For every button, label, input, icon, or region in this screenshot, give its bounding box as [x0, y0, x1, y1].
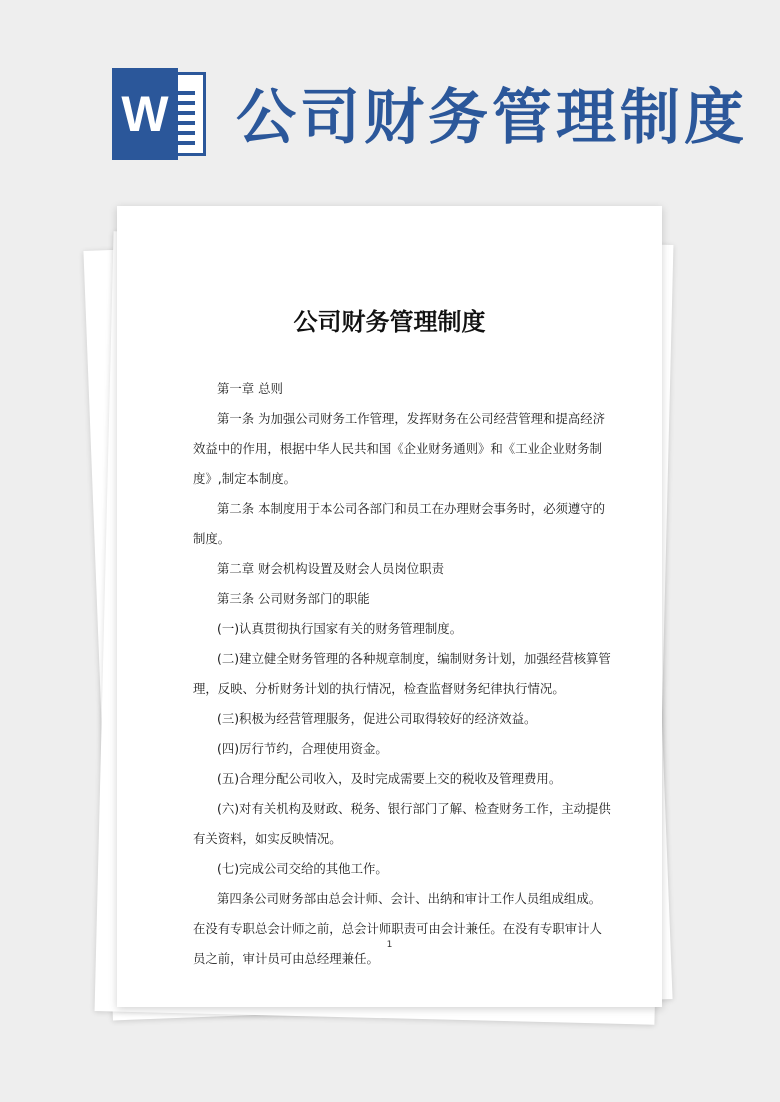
document-body: [193, 374, 613, 974]
paragraph-text: 第三条 公司财务部门的职能: [217, 591, 370, 606]
paragraph: [193, 644, 613, 704]
paragraph-text: (一)认真贯彻执行国家有关的财务管理制度。: [217, 621, 463, 636]
paragraph: [193, 764, 613, 794]
paragraph-text: 第四条公司财务部由总会计师、会计、出纳和审计工作人员组成组成。在没有专职总会计师之前，总会计师职责可由会计兼任。在没有专职审计人员之前，审计员可由总经理兼任。: [193, 891, 602, 966]
word-icon: [112, 68, 208, 160]
document-page: [117, 206, 662, 1007]
paragraph-text: (六)对有关机构及财政、税务、银行部门了解、检查财务工作，主动提供有关资料，如实反映情况。: [193, 801, 611, 846]
document-title: 公司财务管理制度: [293, 308, 486, 336]
header: [0, 0, 780, 175]
paragraph: [193, 554, 613, 584]
paragraph: [193, 494, 613, 554]
paragraph-text: 第一条 为加强公司财务工作管理，发挥财务在公司经营管理和提高经济效益中的作用，根据中华人民共和国《企业财务通则》和《工业企业财务制度》,制定本制度。: [193, 411, 606, 486]
header-title: 公司财务管理制度: [236, 83, 748, 153]
paragraph: [193, 794, 613, 854]
paragraph-text: 第一章 总则: [217, 381, 283, 396]
paragraph: [193, 854, 613, 884]
paragraph: [193, 584, 613, 614]
paragraph-text: (三)积极为经营管理服务，促进公司取得较好的经济效益。: [217, 711, 537, 726]
paragraph: [193, 884, 613, 974]
paragraph-text: 第二章 财会机构设置及财会人员岗位职责: [217, 561, 444, 576]
paragraph: [193, 704, 613, 734]
paragraph-text: (二)建立健全财务管理的各种规章制度，编制财务计划，加强经营核算管理，反映、分析财务计划的执行情况，检查监督财务纪律执行情况。: [193, 651, 611, 696]
paragraph: [193, 734, 613, 764]
paragraph: [193, 404, 613, 494]
paragraph: [193, 614, 613, 644]
paragraph: [193, 374, 613, 404]
paragraph-text: 第二条 本制度用于本公司各部门和员工在办理财会事务时，必须遵守的制度。: [193, 501, 606, 546]
paragraph-text: (五)合理分配公司收入，及时完成需要上交的税收及管理费用。: [217, 771, 562, 786]
paragraph-text: (七)完成公司交给的其他工作。: [217, 861, 388, 876]
paragraph-text: (四)厉行节约，合理使用资金。: [217, 741, 388, 756]
word-icon-letter: W: [112, 68, 178, 160]
page-number: 1: [386, 940, 393, 950]
